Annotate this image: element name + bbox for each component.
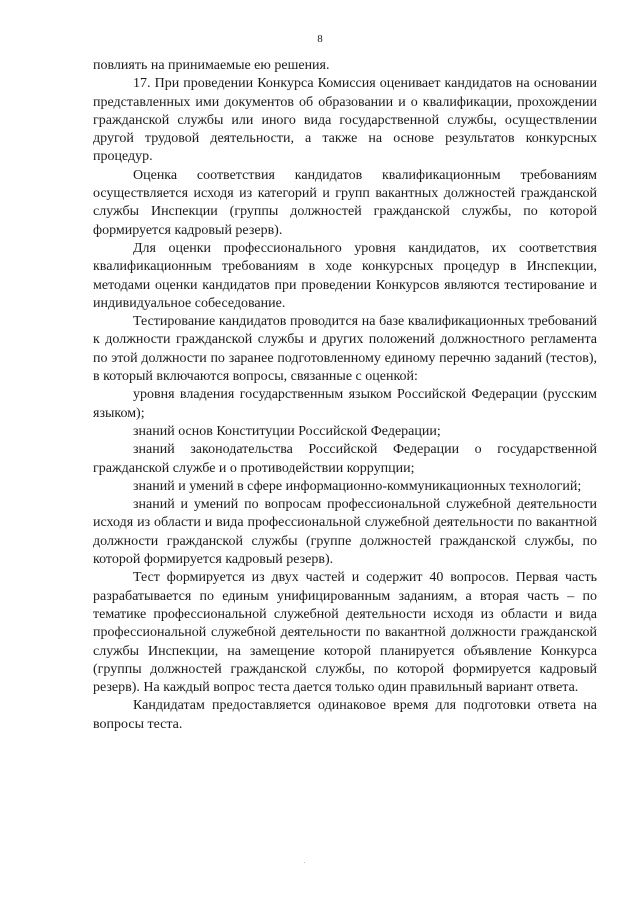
paragraph-test-structure: Тест формируется из двух частей и содержит 40 вопросов. Первая часть разрабатывается по единым унифицированным заданиям, а вторая часть – по тематике профессиональной служебной деятельности исходя из области и вида профессиональной служебной деятельности по вакантной должности гражданской службы Инспекции, на замещение которой планируется объявление Конкурса (группы должностей гражданской службы, по которой формируется кадровый резерв). На каждый вопрос теста дается только один правильный вариант ответа. — [93, 570, 597, 696]
document-body — [93, 57, 597, 734]
paragraph-testing-intro: Тестирование кандидатов проводится на базе квалификационных требований к должности гражданской службы и других положений должностного регламента по этой должности по заранее подготовленному единому перечню заданий (тестов), в который включаются вопросы, связанные с оценкой: — [93, 314, 597, 385]
paragraph-continuation: повлиять на принимаемые ею решения. — [93, 58, 330, 73]
list-item-legislation: знаний законодательства Российской Федерации о государственной гражданской службе и о противодействии коррупции; — [93, 442, 597, 476]
paragraph-clause-17: 17. При проведении Конкурса Комиссия оценивает кандидатов на основании представленных ими документов об образовании и о квалификации, прохождении гражданской службы или иного вида государственной службы, осуществлении другой трудовой деятельности, а также на основе результатов конкурсных процедур. — [93, 76, 597, 165]
list-item-ict: знаний и умений в сфере информационно-коммуникационных технологий; — [133, 478, 582, 494]
paragraph-assessment-methods: Для оценки профессионального уровня кандидатов, их соответствия квалификационным требованиям в ходе конкурсных процедур в Инспекции, методами оценки кандидатов при проведении Конкурсов являются тестирование и индивидуальное собеседование. — [93, 240, 597, 311]
list-item-state-language: уровня владения государственным языком Российской Федерации (русским языком); — [93, 387, 597, 421]
page-number: 8 — [317, 33, 323, 45]
scan-speck — [304, 862, 305, 863]
paragraph-qualification-assessment: Оценка соответствия кандидатов квалификационным требованиям осуществляется исходя из категорий и групп вакантных должностей гражданской службы Инспекции (группы должностей гражданской службы, по которой формируется кадровый резерв). — [93, 167, 597, 238]
list-item-constitution: знаний основ Конституции Российской Федерации; — [133, 423, 441, 439]
paragraph-equal-time: Кандидатам предоставляется одинаковое время для подготовки ответа на вопросы теста. — [93, 698, 597, 732]
list-item-professional-activity: знаний и умений по вопросам профессиональной служебной деятельности исходя из области и вида профессиональной служебной деятельности по вакантной должности гражданской службы (группе должностей гражданской службы, по которой формируется кадровый резерв). — [93, 497, 597, 568]
